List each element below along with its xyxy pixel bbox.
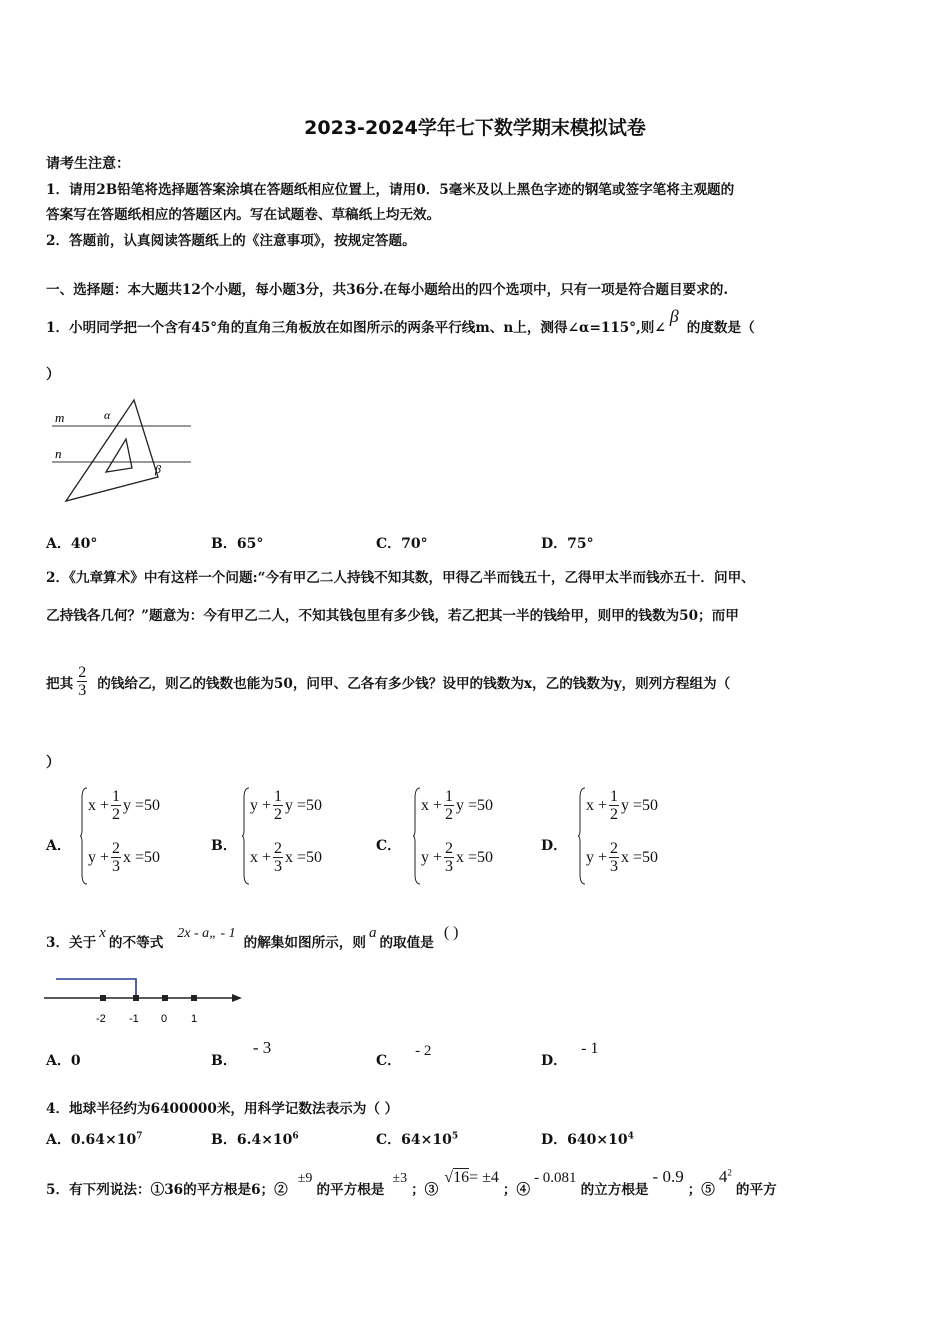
notice-item-2: 2．答题前，认真阅读答题纸上的《注意事项》，按规定答题。 <box>46 233 416 249</box>
q4-option-d[interactable]: D．$640\times 10^4$ <box>541 1131 634 1148</box>
q2-option-c-letter[interactable]: C． <box>376 838 402 854</box>
q1-figure <box>46 395 206 510</box>
q3-option-b[interactable]: B．- 3 <box>211 1038 272 1069</box>
q3-number-line <box>44 970 249 1028</box>
q3-option-a[interactable]: A．0 <box>46 1053 81 1069</box>
question-1-text <box>46 306 755 337</box>
q2-close-paren: ） <box>46 755 60 771</box>
label-alpha: α <box>104 408 111 422</box>
q3-text: 3．关于x的不等式2x - a„ - 1的解集如图所示，则a的取值是( ) <box>46 924 459 951</box>
q4-option-a[interactable]: A．$0.64\times 10^7$ <box>46 1131 143 1148</box>
q1-beta: β <box>669 306 679 326</box>
q4-option-c[interactable]: C．$64\times 10^5$ <box>376 1131 459 1148</box>
q3-option-d[interactable]: D．- 1 <box>541 1040 599 1069</box>
notice-heading: 请考生注意： <box>46 156 130 172</box>
q4-text: 4．地球半径约为6400000米，用科学记数法表示为（ ） <box>46 1101 399 1117</box>
q4-option-b[interactable]: B．$6.4\times 10^6$ <box>211 1131 299 1148</box>
tick-label: -2 <box>96 1013 106 1025</box>
q2-text-b: 乙持钱各几何？”题意为：今有甲乙二人，不知其钱包里有多少钱，若乙把其一半的钱给甲，则甲的钱数为50；而甲 <box>46 608 739 624</box>
number-line-arrow <box>232 994 242 1002</box>
q3-option-c[interactable]: C．- 2 <box>376 1043 432 1069</box>
q5-m1: ±9 <box>297 1171 313 1186</box>
solution-ray <box>56 979 136 998</box>
q2-option-c-system[interactable]: x + $\frac{1}{2}$ y =50 y + $\frac{2}{3}$ x =50 <box>413 786 533 886</box>
q5-m5: - 0.9 <box>652 1167 684 1186</box>
page-title: 2023-2024学年七下数学期末模拟试卷 <box>304 117 646 139</box>
notice-item-1b: 答案写在答题纸相应的答题区内。写在试题卷、草稿纸上均无效。 <box>46 207 441 223</box>
q5-m3: √16= ±4 <box>444 1169 499 1186</box>
triangle-inner <box>106 439 132 472</box>
q1-text-a: 1．小明同学把一个含有45°角的直角三角板放在如图所示的两条平行线m、n上，测得∠α=115°,则∠ <box>46 320 666 336</box>
q2-option-a-letter[interactable]: A． <box>46 838 71 854</box>
label-beta: β <box>155 462 161 476</box>
q3-answer-paren: ( ) <box>443 924 459 941</box>
q2-option-d-letter[interactable]: D． <box>541 838 568 854</box>
q5-text: 5．有下列说法：①36的平方根是6；②±9的平方根是±3；③√16= ±4；④- 0.081的立方根是- 0.9；$⑤4^2$的平方 <box>46 1167 777 1198</box>
tick-label: -1 <box>129 1013 139 1025</box>
q1-option-b[interactable]: B．65° <box>211 536 264 552</box>
notice-item-1a: 1．请用2B铅笔将选择题答案涂填在答题纸相应位置上，请用0．5毫米及以上黑色字迹的钢笔或签字笔将主观题的 <box>46 182 735 198</box>
q1-option-d[interactable]: D．75° <box>541 536 594 552</box>
q2-option-d-system[interactable]: x + $\frac{1}{2}$ y =50 y + $\frac{2}{3}$ x =50 <box>578 786 698 886</box>
q1-option-c[interactable]: C．70° <box>376 536 428 552</box>
triangle-outer <box>66 400 158 501</box>
label-n: n <box>55 446 62 461</box>
tick-label: 0 <box>161 1013 168 1025</box>
q1-text-b: 的度数是（ <box>686 320 755 336</box>
q5-m6: $4^2$ <box>718 1167 732 1186</box>
section-heading: 一、选择题：本大题共12个小题，每小题3分，共36分.在每小题给出的四个选项中，只有一项是符合题目要求的. <box>46 282 729 298</box>
q3-var-a: a <box>368 925 377 941</box>
q2-option-a-system[interactable]: x + $\frac{1}{2}$ y =50 y + $\frac{2}{3}$ x =50 <box>80 786 200 886</box>
q2-text-c: 把其 $\frac{2}{3}$ 的钱给乙，则乙的钱数也能为50，问甲、乙各有多少钱？设甲的钱数为x，乙的钱数为y，则列方程组为（ <box>46 664 731 699</box>
q1-close-paren: ） <box>46 367 60 383</box>
tick-label: 1 <box>191 1013 198 1025</box>
label-m: m <box>55 410 65 425</box>
q2-option-b-system[interactable]: y + $\frac{1}{2}$ y =50 x + $\frac{2}{3}$ x =50 <box>242 786 362 886</box>
q2-text-a: 2．《九章算术》中有这样一个问题:“今有甲乙二人持钱不知其数，甲得乙半而钱五十，乙得甲太半而钱亦五十．问甲、 <box>46 570 755 586</box>
q1-option-a[interactable]: A．40° <box>46 536 98 552</box>
q3-inequality: 2x - a„ - 1 <box>177 926 236 941</box>
q3-var-x: x <box>99 925 106 941</box>
q5-m2: ±3 <box>392 1171 408 1186</box>
q5-m4: - 0.081 <box>534 1170 577 1186</box>
q2-option-b-letter[interactable]: B． <box>211 838 237 854</box>
q2-fraction: $\frac{2}{3}$ <box>78 664 87 699</box>
